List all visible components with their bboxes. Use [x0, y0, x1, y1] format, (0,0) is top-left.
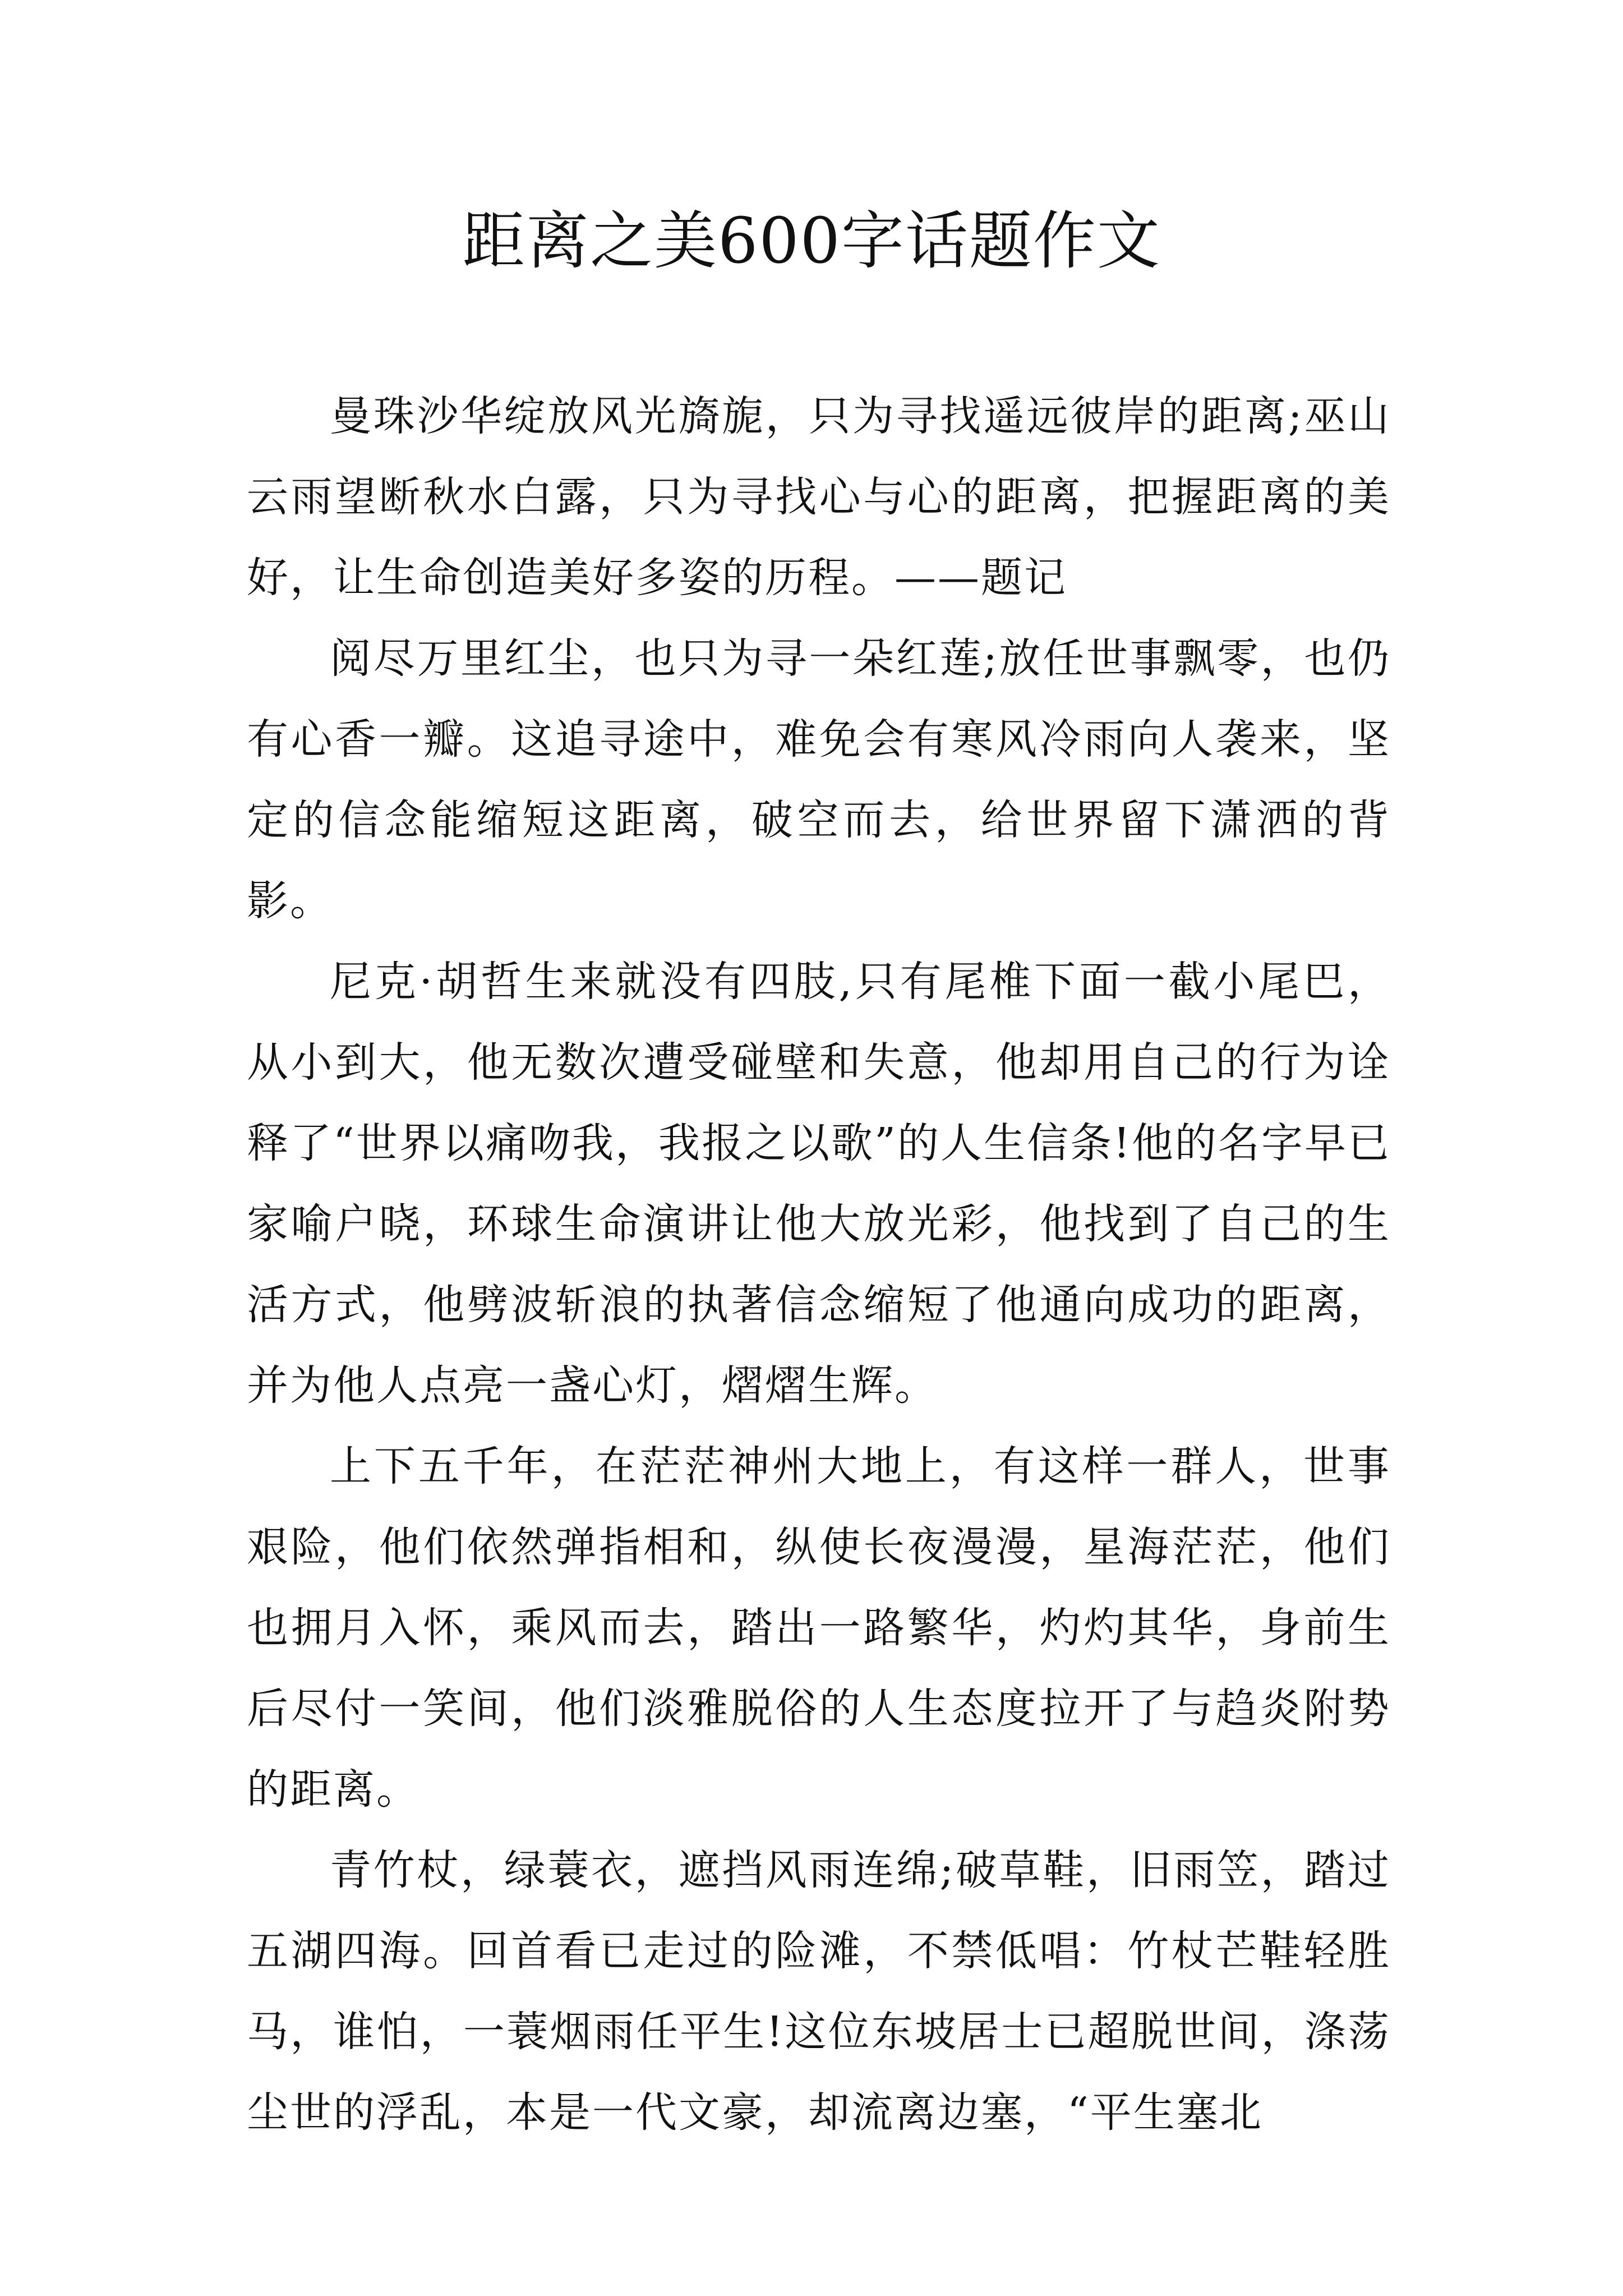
essay-body [247, 376, 1391, 2153]
paragraph: 上下五千年，在茫茫神州大地上，有这样一群人，世事艰险，他们依然弹指相和，纵使长夜漫漫，星海茫茫，他们也拥月入怀，乘风而去，踏出一路繁华，灼灼其华，身前生后尽付一笑间，他们淡雅脱俗的人生态度拉开了与趋炎附势的距离。 [247, 1442, 1391, 1814]
paragraph: 青竹杖，绿蓑衣，遮挡风雨连绵;破草鞋，旧雨笠，踏过五湖四海。回首看已走过的险滩，不禁低唱：竹杖芒鞋轻胜马，谁怕，一蓑烟雨任平生!这位东坡居士已超脱世间，涤荡尘世的浮乱，本是一代文豪，却流离边塞，“平生塞北 [247, 1846, 1391, 2137]
paragraph-epigraph: 曼珠沙华绽放风光旖旎，只为寻找遥远彼岸的距离;巫山云雨望断秋水白露，只为寻找心与心的距离，把握距离的美好，让生命创造美好多姿的历程。——题记 [247, 392, 1391, 602]
paragraph: 尼克·胡哲生来就没有四肢,只有尾椎下面一截小尾巴，从小到大，他无数次遭受碰壁和失意，他却用自己的行为诠释了“世界以痛吻我，我报之以歌”的人生信条!他的名字早已家喻户晓，环球生命演讲让他大放光彩，他找到了自己的生活方式，他劈波斩浪的执著信念缩短了他通向成功的距离，并为他人点亮一盏心灯，熠熠生辉。 [247, 958, 1391, 1410]
page-title: 距离之美600字话题作文 [462, 205, 1161, 278]
paragraph: 阅尽万里红尘，也只为寻一朵红莲;放任世事飘零，也仍有心香一瓣。这追寻途中，难免会有寒风冷雨向人袭来，坚定的信念能缩短这距离，破空而去，给世界留下潇洒的背影。 [247, 634, 1391, 925]
